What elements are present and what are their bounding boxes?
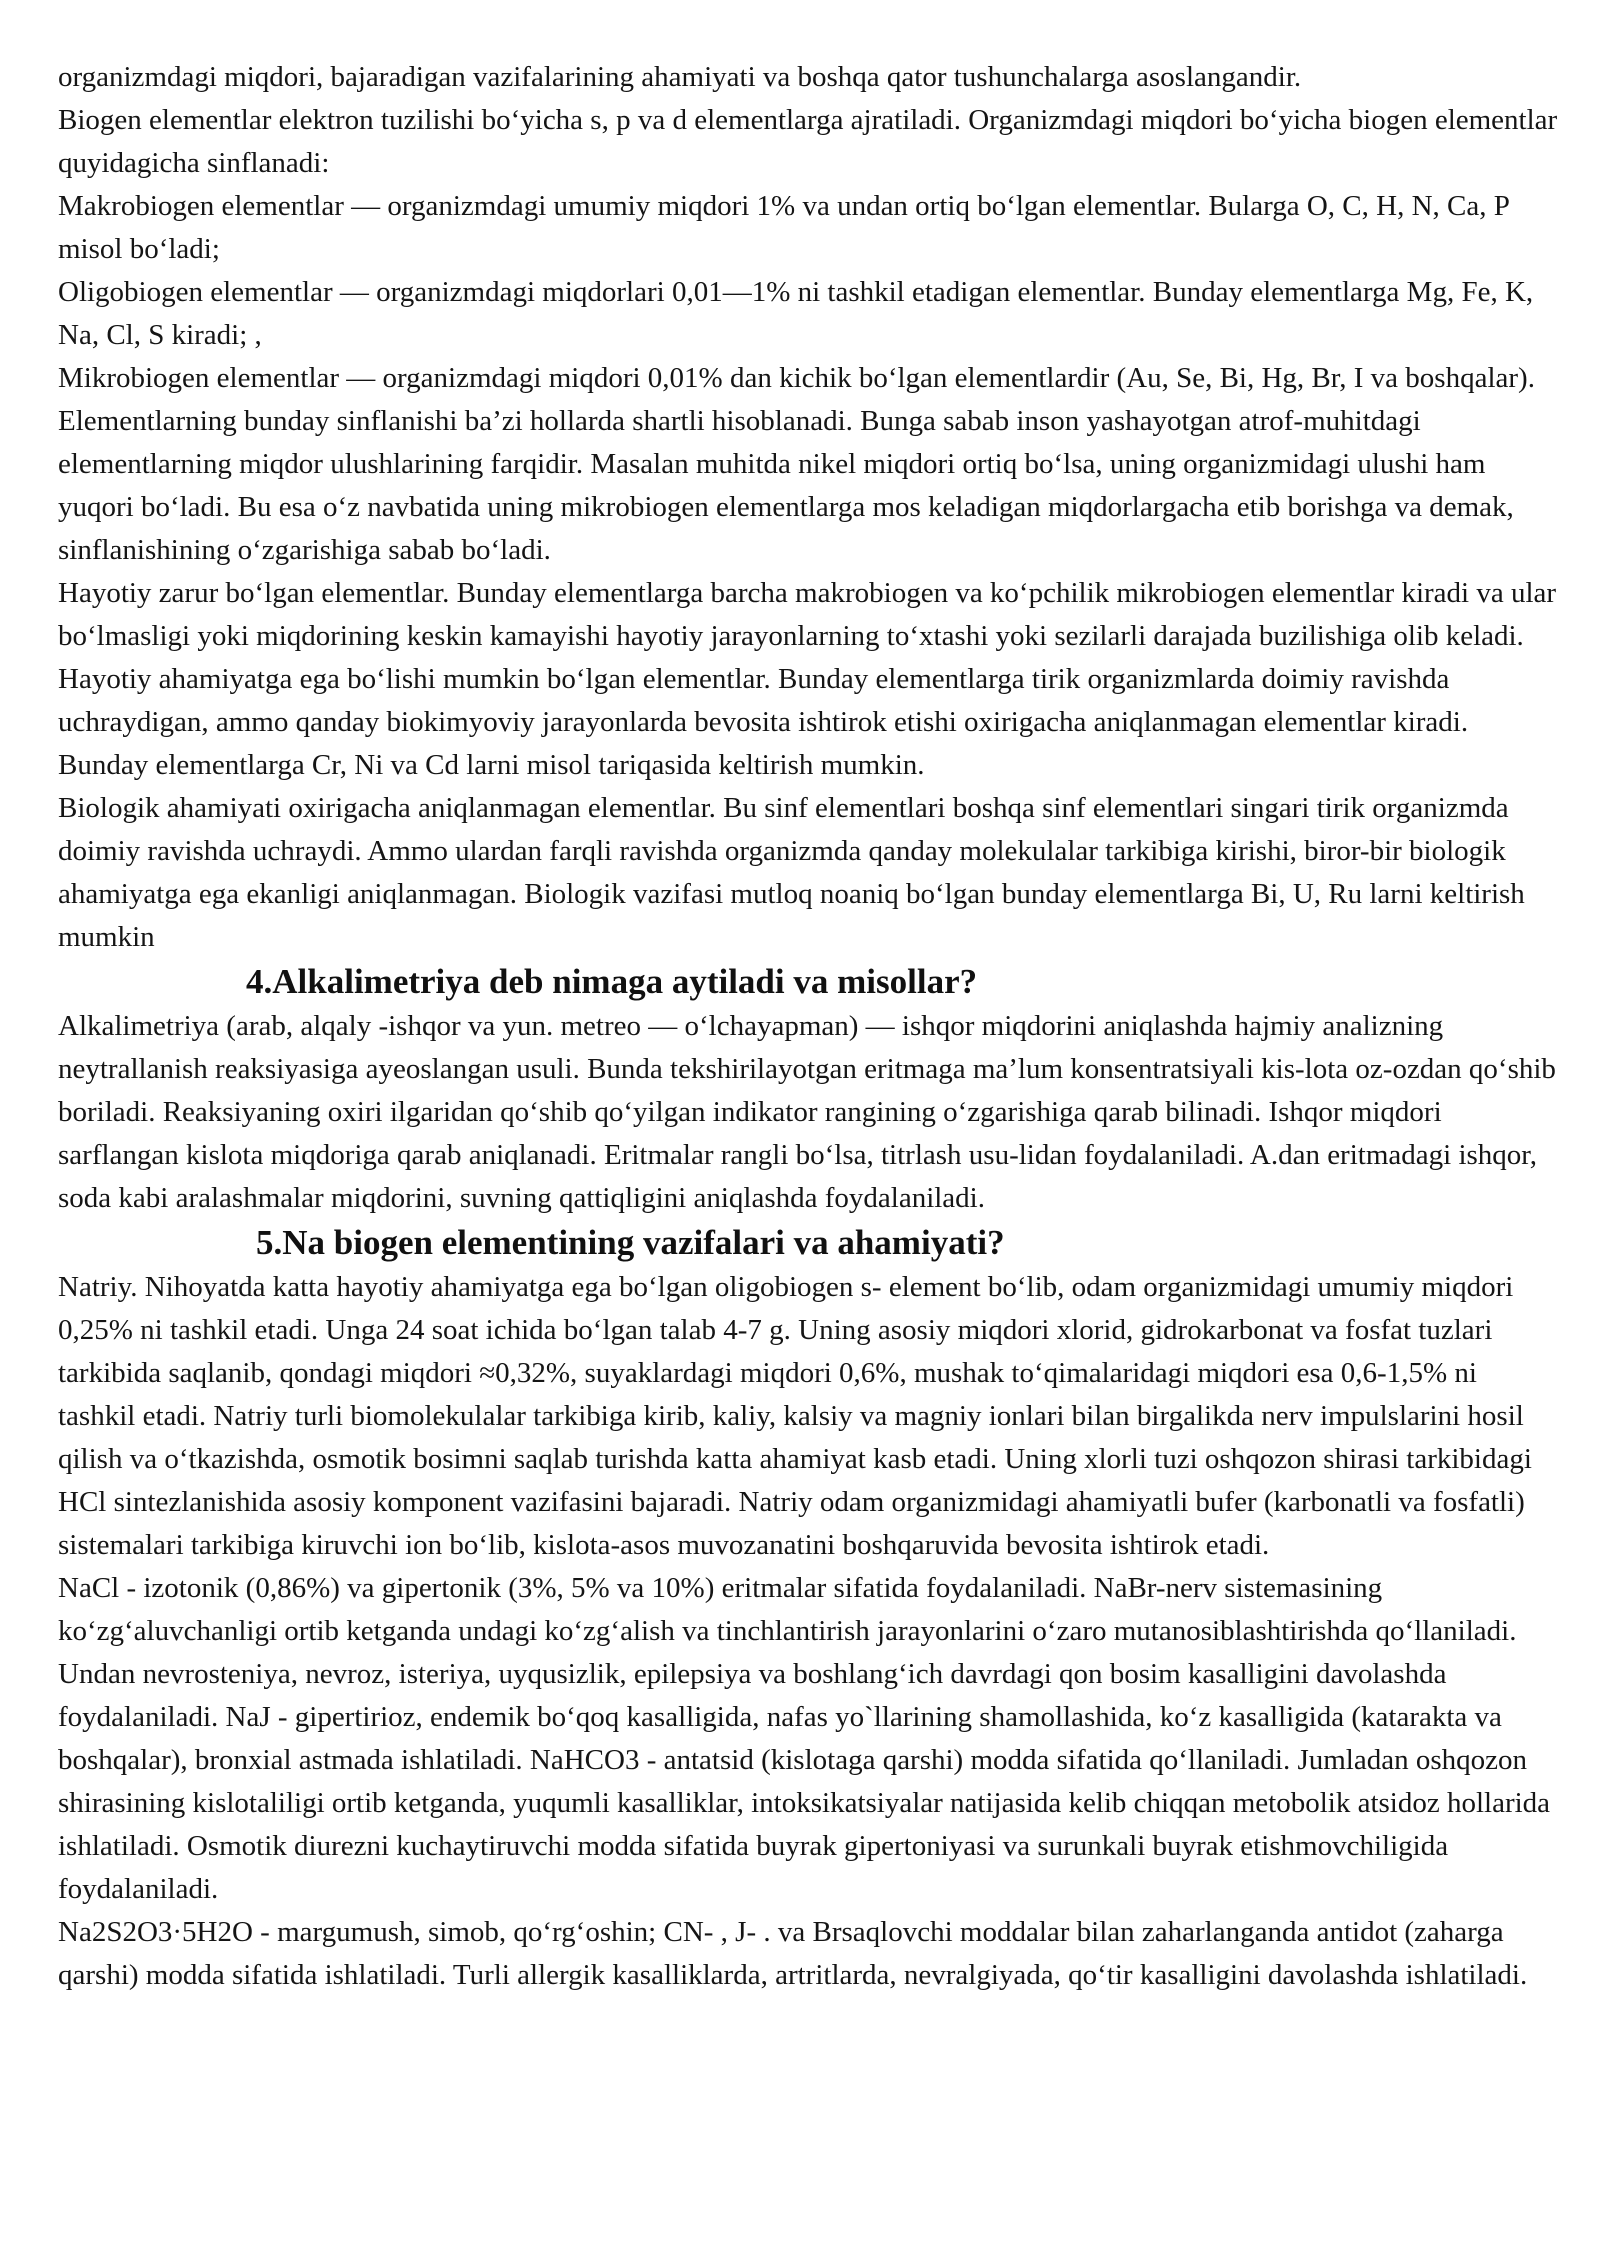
intro-paragraph-6: Hayotiy zarur bo‘lgan elementlar. Bunday elementlarga barcha makrobiogen va ko‘pchilik mikrobiogen elementlar kiradi va ular bo‘lmasligi yoki miqdorining keskin kamayishi hayotiy jarayonlarning to‘xtashi yoki sezilarli darajada buzilishiga olib keladi. <box>58 577 1557 652</box>
section-5-paragraph-3: Na2S2O3·5H2O - margumush, simob, qo‘rg‘oshin; CN- , J- . va Brsaqlovchi moddalar bilan zaharlanganda antidot (zaharga qarshi) modda sifatida ishlatiladi. Turli allergik kasalliklarda, artritlarda, nevralgiyada, qo‘tir kasalligini davolashda ishlatiladi. <box>58 1916 1528 1991</box>
document-page <box>58 56 1558 1997</box>
section-4-heading: 4.Alkalimetriya deb nimaga aytiladi va misollar? <box>246 962 978 1001</box>
section-5-heading: 5.Na biogen elementining vazifalari va ahamiyati? <box>256 1223 1005 1262</box>
section-5-paragraph-2: NaCl - izotonik (0,86%) va gipertonik (3%, 5% va 10%) eritmalar sifatida foydalaniladi. NaBr-nerv sistemasining ko‘zg‘aluvchanligi ortib ketganda undagi ko‘zg‘alish va tinchlantirish jarayonlarini o‘zaro mutanosiblashtirishda qo‘llaniladi. Undan nevrosteniya, nevroz, isteriya, uyqusizlik, epilepsiya va boshlang‘ich davrdagi qon bosim kasalligini davolashda foydalaniladi. NaJ - gipertirioz, endemik bo‘qoq kasalligida, nafas yo`llarining shamollashida, ko‘z kasalligida (katarakta va boshqalar), bronxial astmada ishlatiladi. NaHCO3 - antatsid (kislotaga qarshi) modda sifatida qo‘llaniladi. Jumladan oshqozon shirasining kislotaliligi ortib ketganda, yuqumli kasalliklar, intoksikatsiyalar natijasida kelib chiqqan metobolik atsidoz hollarida ishlatiladi. Osmotik diurezni kuchaytiruvchi modda sifatida buyrak gipertoniyasi va surunkali buyrak etishmovchiligida foydalaniladi. <box>58 1572 1551 1905</box>
intro-paragraph-2: Biogen elementlar elektron tuzilishi bo‘yicha s, p va d elementlarga ajratiladi. Organizmdagi miqdori bo‘yicha biogen elementlar quyidagicha sinflanadi: <box>58 104 1558 179</box>
intro-paragraph-4: Oligobiogen elementlar — organizmdagi miqdorlari 0,01—1% ni tashkil etadigan elementlar. Bunday elementlarga Mg, Fe, K, Na, Cl, S kiradi; , <box>58 276 1534 351</box>
section-5-paragraph-1: Natriy. Nihoyatda katta hayotiy ahamiyatga ega bo‘lgan oligobiogen s- element bo‘lib, odam organizmidagi umumiy miqdori 0,25% ni tashkil etadi. Unga 24 soat ichida bo‘lgan talab 4-7 g. Uning asosiy miqdori xlorid, gidrokarbonat va fosfat tuzlari tarkibida saqlanib, qondagi miqdori ≈0,32%, suyaklardagi miqdori 0,6%, mushak to‘qimalaridagi miqdori esa 0,6-1,5% ni tashkil etadi. Natriy turli biomolekulalar tarkibiga kirib, kaliy, kalsiy va magniy ionlari bilan birgalikda nerv impulslarini hosil qilish va o‘tkazishda, osmotik bosimni saqlab turishda katta ahamiyat kasb etadi. Uning xlorli tuzi oshqozon shirasi tarkibidagi HCl sintezlanishida asosiy komponent vazifasini bajaradi. Natriy odam organizmidagi ahamiyatli bufer (karbonatli va fosfatli) sistemalari tarkibiga kiruvchi ion bo‘lib, kislota-asos muvozanatini boshqaruvida bevosita ishtirok etadi. <box>58 1271 1532 1561</box>
intro-paragraph-8: Biologik ahamiyati oxirigacha aniqlanmagan elementlar. Bu sinf elementlari boshqa sinf elementlari singari tirik organizmda doimiy ravishda uchraydi. Ammo ulardan farqli ravishda organizmda qanday molekulalar tarkibiga kirishi, biror-bir biologik ahamiyatga ega ekanligi aniqlanmagan. Biologik vazifasi mutloq noaniq bo‘lgan bunday elementlarga Bi, U, Ru larni keltirish mumkin <box>58 792 1525 953</box>
intro-paragraph-7: Hayotiy ahamiyatga ega bo‘lishi mumkin bo‘lgan elementlar. Bunday elementlarga tirik organizmlarda doimiy ravishda uchraydigan, ammo qanday biokimyoviy jarayonlarda bevosita ishtirok etishi oxirigacha aniqlanmagan elementlar kiradi. Bunday elementlarga Cr, Ni va Cd larni misol tariqasida keltirish mumkin. <box>58 663 1469 781</box>
intro-paragraph-3: Makrobiogen elementlar — organizmdagi umumiy miqdori 1% va undan ortiq bo‘lgan elementlar. Bularga O, C, H, N, Ca, P misol bo‘ladi; <box>58 190 1509 265</box>
section-4-paragraph-1: Alkalimetriya (arab, alqaly -ishqor va yun. metreo — o‘lchayapman) — ishqor miqdorini aniqlashda hajmiy analizning neytrallanish reaksiyasiga ayeoslangan usuli. Bunda tekshirilayotgan eritmaga ma’lum konsentratsiyali kis-lota oz-ozdan qo‘shib boriladi. Reaksiyaning oxiri ilgaridan qo‘shib qo‘yilgan indikator rangining o‘zgarishiga qarab bilinadi. Ishqor miqdori sarflangan kislota miqdoriga qarab aniqlanadi. Eritmalar rangli bo‘lsa, titrlash usu-lidan foydalaniladi. A.dan eritmadagi ishqor, soda kabi aralashmalar miqdorini, suvning qattiqligini aniqlashda foydalaniladi. <box>58 1010 1556 1214</box>
intro-paragraph-1: organizmdagi miqdori, bajaradigan vazifalarining ahamiyati va boshqa qator tushunchalarga asoslangandir. <box>58 61 1302 93</box>
intro-paragraph-5: Mikrobiogen elementlar — organizmdagi miqdori 0,01% dan kichik bo‘lgan elementlardir (Au, Se, Bi, Hg, Br, I va boshqalar). Elementlarning bunday sinflanishi ba’zi hollarda shartli hisoblanadi. Bunga sabab inson yashayotgan atrof-muhitdagi elementlarning miqdor ulushlarining farqidir. Masalan muhitda nikel miqdori ortiq bo‘lsa, uning organizmidagi ulushi ham yuqori bo‘ladi. Bu esa o‘z navbatida uning mikrobiogen elementlarga mos keladigan miqdorlargacha etib borishga va demak, sinflanishining o‘zgarishiga sabab bo‘ladi. <box>58 362 1535 566</box>
